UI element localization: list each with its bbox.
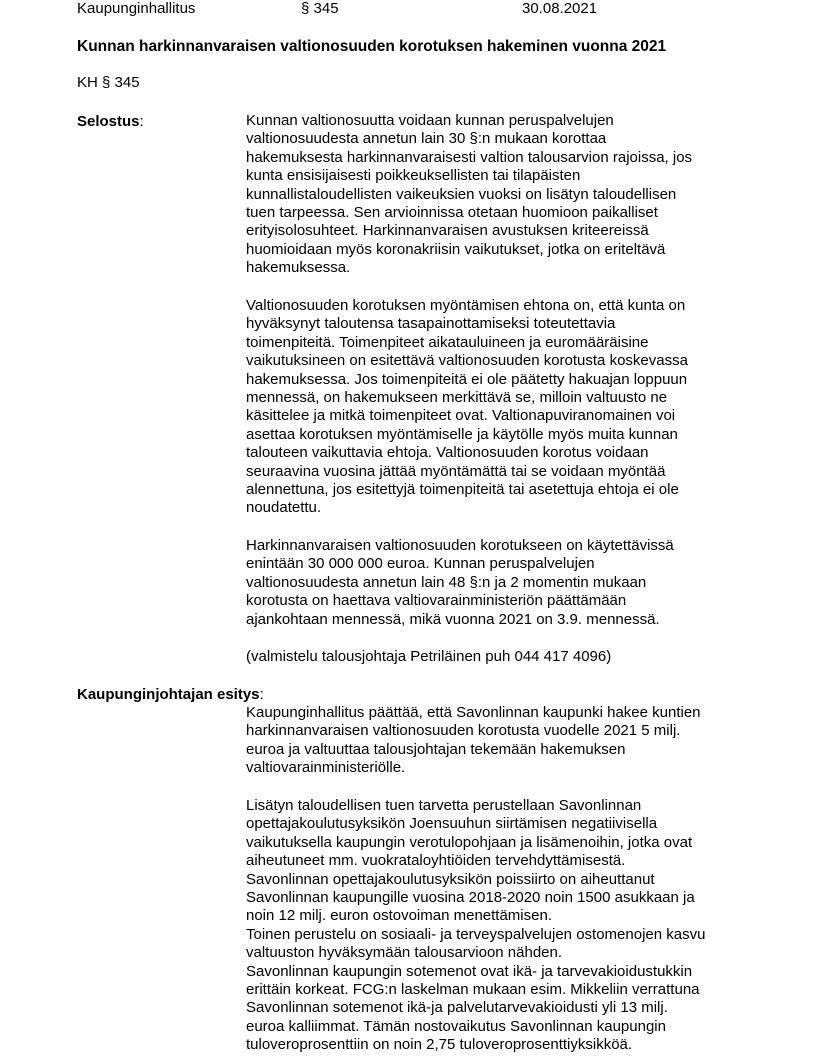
selostus-paragraph-1: [246, 112, 746, 278]
text-line: valtiovarainministeriölle.: [246, 759, 406, 777]
text-line: valtionosuudesta annetun lain 30 §:n mukaan korottaa: [246, 130, 607, 148]
text-line: (valmistelu talousjohtaja Petriläinen puh 044 417 4096): [246, 648, 612, 665]
selostus-label-colon: :: [139, 113, 144, 130]
header-section: § 345: [301, 0, 339, 17]
text-line: ajankohtaan mennessä, mikä vuonna 2021 on 3.9. mennessä.: [246, 610, 660, 628]
text-line: mennessä, on hakemukseen merkittävä se, milloin valtuusto ne: [246, 389, 668, 407]
text-line: talouteen vaikuttavia ehtoja. Valtionosuuden korotus voidaan: [246, 444, 649, 462]
text-line: Harkinnanvaraisen valtionosuuden korotukseen on käytettävissä: [246, 537, 674, 554]
text-line: tuloveroprosenttiin on noin 2,75 tuloveroprosenttiyksikköä.: [246, 1036, 633, 1054]
text-line: Kaupunginhallitus päättää, että Savonlinnan kaupunki hakee kuntien: [246, 704, 701, 721]
esitys-label-colon: :: [259, 686, 264, 703]
text-line: tuen tarpeessa. Sen arvioinnissa otetaan huomioon paikalliset: [246, 204, 658, 222]
text-line: korotusta on haettava valtiovarainministeriön päättämään: [246, 592, 627, 610]
text-line: kunta ensisijaisesti poikkeuksellisten tai tilapäisten: [246, 167, 581, 185]
text-line: Savonlinnan sotemenot ikä-ja palvelutarvevakioidusti yli 13 milj.: [246, 999, 668, 1017]
selostus-paragraph-3: [246, 537, 746, 629]
text-line: euroa kalliimmat. Tämän nostovaikutus Savonlinnan kaupungin: [246, 1017, 666, 1035]
text-line: hyväksynyt taloutensa tasapainottamiseksi toteutettavia: [246, 315, 616, 333]
text-line: huomioidaan myös koronakriisin vaikutukset, jotka on eriteltävä: [246, 240, 666, 258]
text-line: Kunnan valtionosuutta voidaan kunnan peruspalvelujen: [246, 112, 614, 129]
text-line: alennettuna, jos esitettyjä toimenpiteitä tai asetettuja ehtoja ei ole: [246, 481, 679, 499]
text-line: erityisolosuhteet. Harkinnanvaraisen avustuksen kriteereissä: [246, 222, 649, 240]
text-line: Savonlinnan kaupungin sotemenot ovat ikä- ja tarvevakioidustukkin: [246, 962, 693, 980]
text-line: vaikutuksineen on esitettävä valtionosuuden korotusta koskevassa: [246, 352, 688, 370]
text-line: käsittelee ja mitkä toimenpiteet ovat. Valtionapuviranomainen voi: [246, 407, 676, 425]
text-line: Savonlinnan opettajakoulutusyksikön poissiirto on aiheuttanut: [246, 870, 655, 888]
text-line: hakemuksessa.: [246, 259, 351, 277]
esitys-label: [77, 686, 264, 703]
text-line: kunnallistaloudellisten vaikeuksien vuoksi on lisätyn taloudellisen: [246, 185, 677, 203]
text-line: hakemuksessa. Jos toimenpiteitä ei ole päätetty hakuajan loppuun: [246, 370, 688, 388]
header-date: 30.08.2021: [522, 0, 598, 17]
esitys-label-text: Kaupunginjohtajan esitys: [77, 686, 260, 703]
text-line: toimenpiteitä. Toimenpiteet aikatauluineen ja euromääräisine: [246, 333, 649, 351]
text-line: erittäin korkeat. FCG:n laskelman mukaan esim. Mikkeliin verrattuna: [246, 981, 700, 999]
text-line: seuraavina vuosina jättää myöntämättä tai se voidaan myöntää: [246, 462, 666, 480]
selostus-label-text: Selostus: [77, 113, 140, 130]
text-line: Savonlinnan kaupungille vuosina 2018-2020 noin 1500 asukkaan ja: [246, 889, 695, 907]
text-line: harkinnanvaraisen valtionosuuden korotusta vuodelle 2021 5 milj.: [246, 722, 681, 740]
esitys-paragraph-1: [246, 704, 746, 778]
kh-reference: KH § 345: [77, 74, 140, 91]
esitys-paragraph-2: [246, 797, 746, 1055]
header-body: Kaupunginhallitus: [77, 0, 196, 17]
text-line: valtuuston hyväksymään talousarvioon nähden.: [246, 944, 563, 962]
selostus-preparer-note: [246, 648, 746, 666]
text-line: euroa ja valtuuttaa talousjohtajan tekemään hakemuksen: [246, 740, 626, 758]
text-line: noudatettu.: [246, 499, 322, 517]
selostus-label: [77, 113, 144, 130]
text-line: aiheutuneet mm. vuokrataloyhtiöiden tervehdyttämisestä.: [246, 852, 626, 870]
text-line: Valtionosuuden korotuksen myöntämisen ehtona on, että kunta on: [246, 297, 686, 314]
text-line: enintään 30 000 000 euroa. Kunnan peruspalvelujen: [246, 555, 595, 573]
document-title: Kunnan harkinnanvaraisen valtionosuuden korotuksen hakeminen vuonna 2021: [77, 38, 667, 55]
text-line: vaikutuksella kaupungin verotulopohjaan ja lisämenoihin, jotka ovat: [246, 833, 693, 851]
text-line: valtionosuudesta annetun lain 48 §:n ja 2 momentin mukaan: [246, 573, 647, 591]
selostus-paragraph-2: [246, 297, 746, 518]
text-line: opettajakoulutusyksikön Joensuuhun siirtämisen negatiivisella: [246, 815, 658, 833]
text-line: noin 12 milj. euron ostovoiman menettämisen.: [246, 907, 552, 925]
text-line: asettaa korotuksen myöntämiselle ja käytölle myös muita kunnan: [246, 425, 678, 443]
text-line: hakemuksesta harkinnanvaraisesti valtion talousarvion rajoissa, jos: [246, 148, 693, 166]
text-line: Lisätyn taloudellisen tuen tarvetta perustellaan Savonlinnan: [246, 797, 642, 814]
text-line: Toinen perustelu on sosiaali- ja terveyspalvelujen ostomenojen kasvu: [246, 925, 706, 943]
